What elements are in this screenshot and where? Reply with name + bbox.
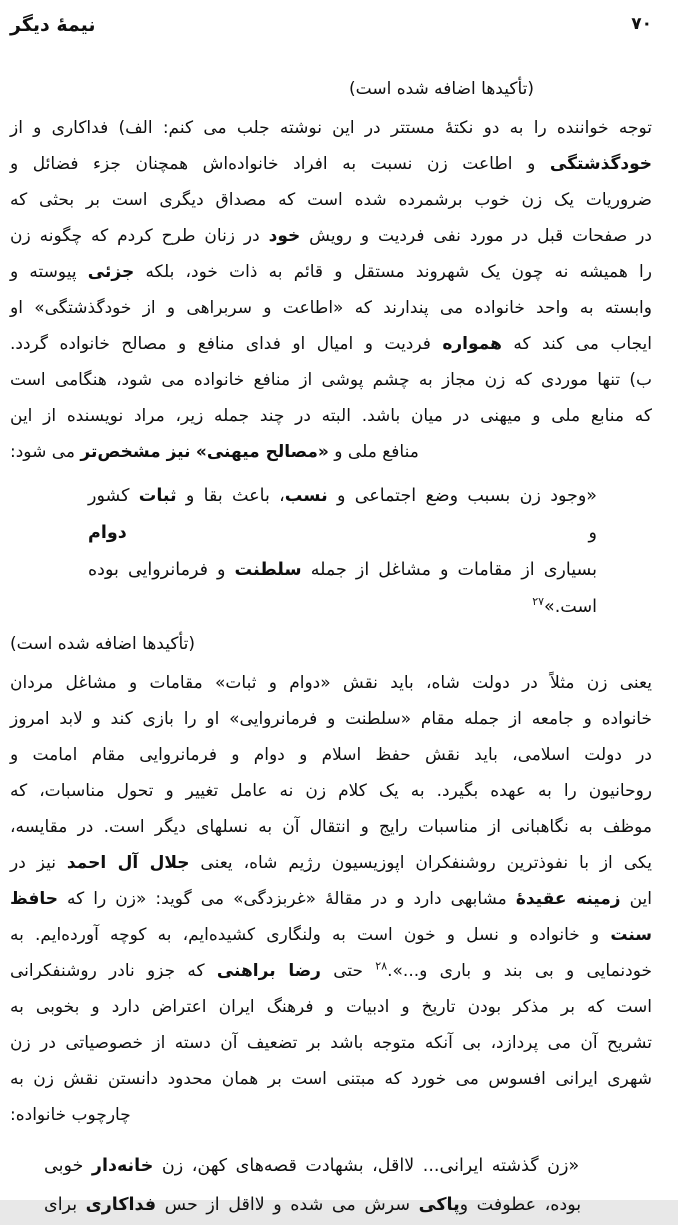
text-segment: سنت bbox=[610, 925, 652, 945]
text-segment: خانه‌دار bbox=[91, 1156, 154, 1176]
text-segment: و فرمانروایی بوده bbox=[88, 560, 235, 580]
paragraph-b bbox=[10, 665, 652, 1133]
text-segment: منافع ملی و bbox=[328, 442, 419, 462]
text-segment: بوده، عطوفت و bbox=[459, 1195, 582, 1215]
text-segment: که جزو نادر روشنفکرانی bbox=[10, 961, 217, 981]
text-segment: خودنمایی و بی بند و باری و...». bbox=[387, 961, 652, 981]
text-line bbox=[44, 1186, 652, 1225]
text-segment: ضروریات یک زن خوب برشمرده شده است که مصداق دیگری است بر بحثی که bbox=[10, 190, 652, 210]
text-segment: که منابع ملی و میهنی در میان باشد. البته در چند جمله زیر، مراد نویسنده از این bbox=[10, 406, 652, 426]
text-segment: رضا براهنی bbox=[216, 961, 321, 981]
text-segment: خودگذشتگی bbox=[549, 154, 652, 174]
text-segment: سلطنت bbox=[234, 560, 302, 580]
emphasis-note-2 bbox=[10, 629, 652, 659]
page-header bbox=[10, 14, 652, 48]
footnote-ref: ۲۷ bbox=[532, 595, 545, 609]
text-line bbox=[10, 362, 652, 398]
text-line bbox=[10, 809, 652, 845]
text-segment: ثبات bbox=[138, 486, 177, 506]
text-segment: کشور و bbox=[88, 486, 597, 543]
text-line bbox=[10, 1061, 652, 1097]
text-segment: فردیت و امیال او فدای منافع و مصالح خانواده گردد. bbox=[10, 334, 443, 354]
text-segment: در دولت اسلامی، باید نقش حفظ اسلام و دوام و فرمانروایی مقام امامت و bbox=[10, 745, 652, 765]
text-segment: جلال آل احمد bbox=[66, 853, 190, 873]
text-segment: ، باعث بقا و bbox=[176, 486, 285, 506]
text-segment: یعنی زن مثلاً در دولت شاه، باید نقش «دوام و ثبات» مقامات و مشاغل مردان bbox=[10, 673, 652, 693]
text-line bbox=[10, 701, 652, 737]
text-line bbox=[10, 629, 652, 659]
text-segment: موظف به نگاهبانی از مناسبات رایج و انتقال آن به نسلهای دیگر است. در مقایسه، bbox=[10, 817, 652, 837]
text-segment: (تأکیدها اضافه شده است) bbox=[10, 634, 195, 654]
text-line bbox=[10, 218, 652, 254]
footnote-ref: ۲۸ bbox=[375, 959, 388, 973]
text-segment: همواره bbox=[442, 334, 502, 354]
text-line bbox=[10, 1025, 652, 1061]
text-segment: است که بر مذکر بودن تاریخ و ادبیات و فرهنگ ایران اعتراض دارد و بخوبی به bbox=[10, 997, 652, 1017]
text-segment: و خانواده و نسل و خون است به ولنگاری کشیده‌ایم، به کوچه آورده‌ایم. به bbox=[10, 925, 611, 945]
text-segment: نسب bbox=[284, 486, 328, 506]
text-segment: خود bbox=[268, 226, 301, 246]
text-segment: شهری ایرانی افسوس می خورد که مبتنی است بر همان محدود دانستن نقش زن به bbox=[10, 1069, 652, 1089]
text-segment: در صفحات قبل در مورد نفی فردیت و رویش bbox=[300, 226, 652, 246]
text-line bbox=[10, 917, 652, 953]
text-line bbox=[10, 845, 652, 881]
text-line bbox=[44, 1147, 652, 1186]
text-segment: وابسته به واحد خانواده می پندارند که «اطاعت و سربراهی و از خودگذشتگی» او bbox=[10, 298, 652, 318]
text-segment: پیوسته و bbox=[10, 262, 88, 282]
text-line bbox=[10, 773, 652, 809]
text-segment: و اطاعت زن نسبت به افراد خانواده‌اش همچنان جزء فضائل و bbox=[10, 154, 550, 174]
page-number: ۷۰ bbox=[631, 14, 652, 34]
text-segment: حتی bbox=[320, 961, 376, 981]
text-segment: توجه خواننده را به دو نکتهٔ مستتر در این نوشته جلب می کنم: الف) فداکاری و از bbox=[10, 118, 652, 138]
text-segment: پاکی bbox=[418, 1195, 460, 1215]
text-segment: حافظ bbox=[10, 889, 58, 909]
text-segment: در زنان طرح کردم که چگونه زن bbox=[10, 226, 269, 246]
text-segment: روحانیون را به عهده بگیرد. به یک کلام زن نه عامل تغییر و تحول مناسبات، که bbox=[10, 781, 652, 801]
text-segment: این bbox=[620, 889, 652, 909]
text-segment: «زن گذشته ایرانی... لااقل، بشهادت قصه‌های کهن، زن bbox=[153, 1156, 580, 1176]
text-segment: «وجود زن بسبب وضع اجتماعی و bbox=[327, 486, 598, 506]
page-body bbox=[10, 74, 652, 1225]
quote-2 bbox=[10, 1147, 652, 1225]
text-line bbox=[88, 478, 597, 552]
quote-1 bbox=[88, 478, 597, 626]
text-line bbox=[10, 74, 534, 104]
text-segment: ب) تنها موردی که زن مجاز به چشم پوشی از منافع خانواده می شود، هنگامی است bbox=[10, 370, 652, 390]
text-line bbox=[10, 290, 652, 326]
text-segment: بسیاری از مقامات و مشاغل از جمله bbox=[301, 560, 597, 580]
text-line bbox=[88, 552, 597, 589]
text-segment: «مصالح میهنی» bbox=[195, 442, 329, 462]
text-segment: چارچوب خانواده: bbox=[10, 1105, 131, 1125]
text-segment: خانواده و جامعه از جمله مقام «سلطنت و فرمانروایی» او را بازی کند و لابد امروز bbox=[10, 709, 652, 729]
text-line bbox=[10, 326, 652, 362]
text-segment: ایجاب می کند که bbox=[501, 334, 652, 354]
emphasis-note-1 bbox=[10, 74, 534, 104]
text-segment: سرش می شده و لااقل از حس bbox=[156, 1195, 419, 1215]
running-title: نیمهٔ دیگر bbox=[10, 14, 96, 36]
text-line bbox=[10, 146, 652, 182]
paragraph-a bbox=[10, 110, 652, 470]
text-segment: است.» bbox=[544, 597, 597, 617]
text-segment: (تأکیدها اضافه شده است) bbox=[349, 79, 534, 99]
text-segment: یکی از با نفوذترین روشنفکران اپوزیسیون رژیم شاه، یعنی bbox=[189, 853, 652, 873]
text-segment: جزئی bbox=[87, 262, 135, 282]
text-segment: فداکاری bbox=[85, 1195, 157, 1215]
text-segment: را همیشه نه چون یک شهروند مستقل و قائم به ذات خود، بلکه bbox=[134, 262, 652, 282]
text-line bbox=[10, 953, 652, 989]
text-segment: خوبی bbox=[44, 1156, 92, 1176]
text-line bbox=[10, 182, 652, 218]
text-segment: زمینه عقیدهٔ bbox=[515, 889, 621, 909]
text-segment: نیز در bbox=[10, 853, 67, 873]
text-line bbox=[10, 254, 652, 290]
text-line bbox=[10, 1097, 652, 1133]
text-line bbox=[10, 434, 652, 470]
text-line bbox=[10, 737, 652, 773]
text-line bbox=[10, 989, 652, 1025]
text-segment: دوام bbox=[88, 523, 127, 543]
text-segment: نیز مشخص‌تر bbox=[80, 442, 191, 462]
text-segment: برای bbox=[44, 1195, 86, 1215]
text-line bbox=[10, 110, 652, 146]
text-segment: تشریح آن می پردازد، بی آنکه متوجه باشد بر تضعیف آن دسته از خصوصیاتی در زن bbox=[10, 1033, 652, 1053]
text-line bbox=[10, 665, 652, 701]
text-line bbox=[10, 881, 652, 917]
text-line bbox=[88, 589, 597, 626]
text-segment: مشابهی دارد و در مقالهٔ «غربزدگی» می گوید: «زن را که bbox=[57, 889, 516, 909]
text-segment: می شود: bbox=[10, 442, 81, 462]
text-line bbox=[10, 398, 652, 434]
